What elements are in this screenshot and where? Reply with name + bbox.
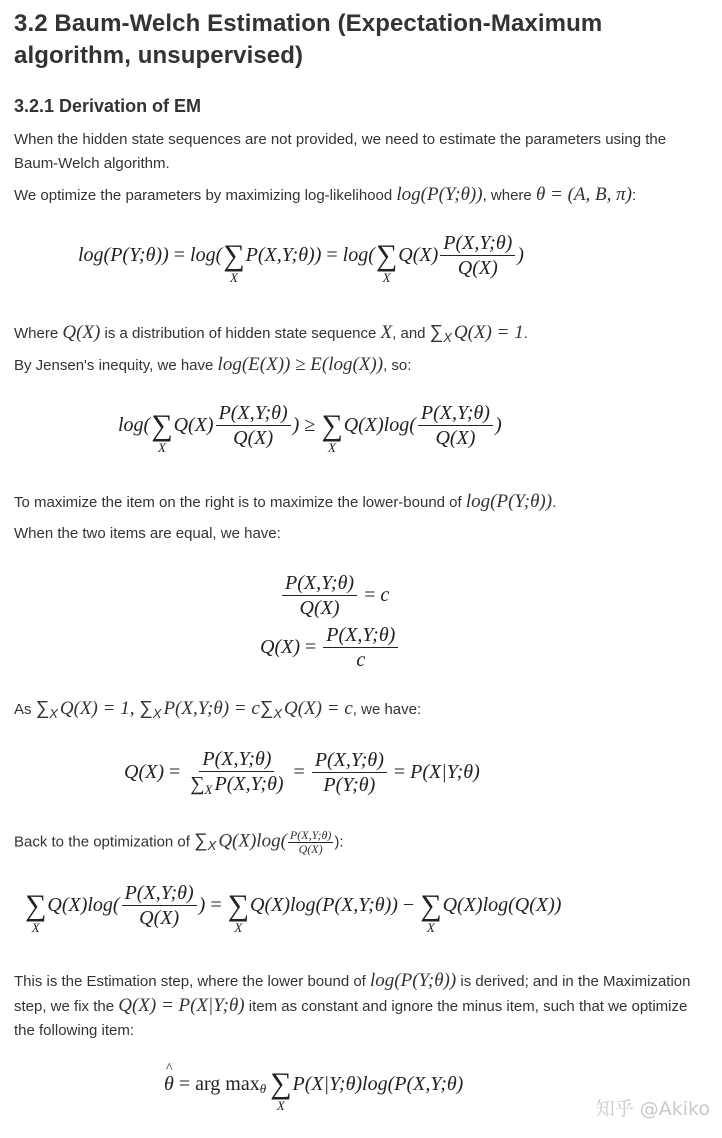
equation-decomposition: ∑ X Q(X)log( $\frac{P(X,Y;\theta)}{Q(X)}$ ) = ∑ X Q(X)log(P(X,Y;θ)) − ∑ X Q(X)log(Q(X)) [25, 882, 562, 935]
equation-posterior: Q(X) = $\frac{P(X,Y;\theta)}{\sum_X P(X,Y;\theta)}$ = $\frac{P(X,Y;\theta)}{P(Y;\theta)}$ = P(X|Y;θ) [124, 748, 480, 797]
equation-ratio-c: $\frac{P(X,Y;\theta)}{Q(X)}$ = c [280, 572, 389, 619]
equation-argmax: ^ θ = arg max θ ∑ X P(X|Y;θ)log(P(X,Y;θ) [164, 1062, 463, 1106]
sum-symbol: ∑ X [223, 238, 245, 285]
paragraph-lower-bound: To maximize the item on the right is to maximize the lower-bound of log(P(Y;θ)). [14, 491, 557, 512]
paragraph-back-to: Back to the optimization of ∑X Q(X)log( $\frac{P(X,Y;\theta)}{Q(X)}$ ): [14, 828, 344, 856]
paragraph-where-q: Where Q(X) is a distribution of hidden state sequence X, and ∑X Q(X) = 1. [14, 322, 528, 345]
math-inline: log(P(Y;θ)) [396, 184, 483, 205]
equation-q-solve: Q(X) = $\frac{P(X,Y;\theta)}{c}$ [260, 624, 400, 671]
subsection-title: 3.2.1 Derivation of EM [14, 96, 202, 116]
equation-log-likelihood: log(P(Y;θ)) = log( ∑ X P(X,Y;θ)) = log( ∑ X Q(X) $\frac{P(X,Y;\theta)}{Q(X)}$ ) [78, 232, 524, 285]
sum-symbol: ∑ X [375, 238, 398, 285]
paragraph-intro: When the hidden state sequences are not provided, we need to estimate the parameters using the Baum-Welch algorithm. [14, 131, 667, 172]
paragraph-e-m-steps: This is the Estimation step, where the lower bound of log(P(Y;θ)) is derived; and in the Maximization step, we fix the Q(X) = P(X|Y;θ) item as constant and ignore the minus item, such that we optimize the following item: [14, 970, 691, 1039]
equation-jensen: log( ∑ X Q(X) $\frac{P(X,Y;\theta)}{Q(X)}$ ) ≥ ∑ X Q(X)log( $\frac{P(X,Y;\theta)}{Q(X)}$ ) [118, 402, 502, 455]
watermark: 知乎 @Akiko [595, 1098, 710, 1120]
paragraph-jensen: By Jensen's inequity, we have log(E(X)) ≥ E(log(X)), so: [14, 354, 412, 375]
section-title: 3.2 Baum-Welch Estimation (Expectation-Maximum algorithm, unsupervised) [14, 10, 603, 69]
paragraph-equal: When the two items are equal, we have: [14, 525, 281, 542]
paragraph-optimize: We optimize the parameters by maximizing log-likelihood log(P(Y;θ)), where θ = (A, B, π): [14, 184, 637, 205]
paragraph-as-sum: As ∑X Q(X) = 1, ∑X P(X,Y;θ) = c∑X Q(X) = c, we have: [14, 698, 422, 721]
fraction: $\frac{P(X,Y;\theta)}{Q(X)}$ [440, 232, 515, 279]
math-inline: θ = (A, B, π) [535, 184, 632, 205]
